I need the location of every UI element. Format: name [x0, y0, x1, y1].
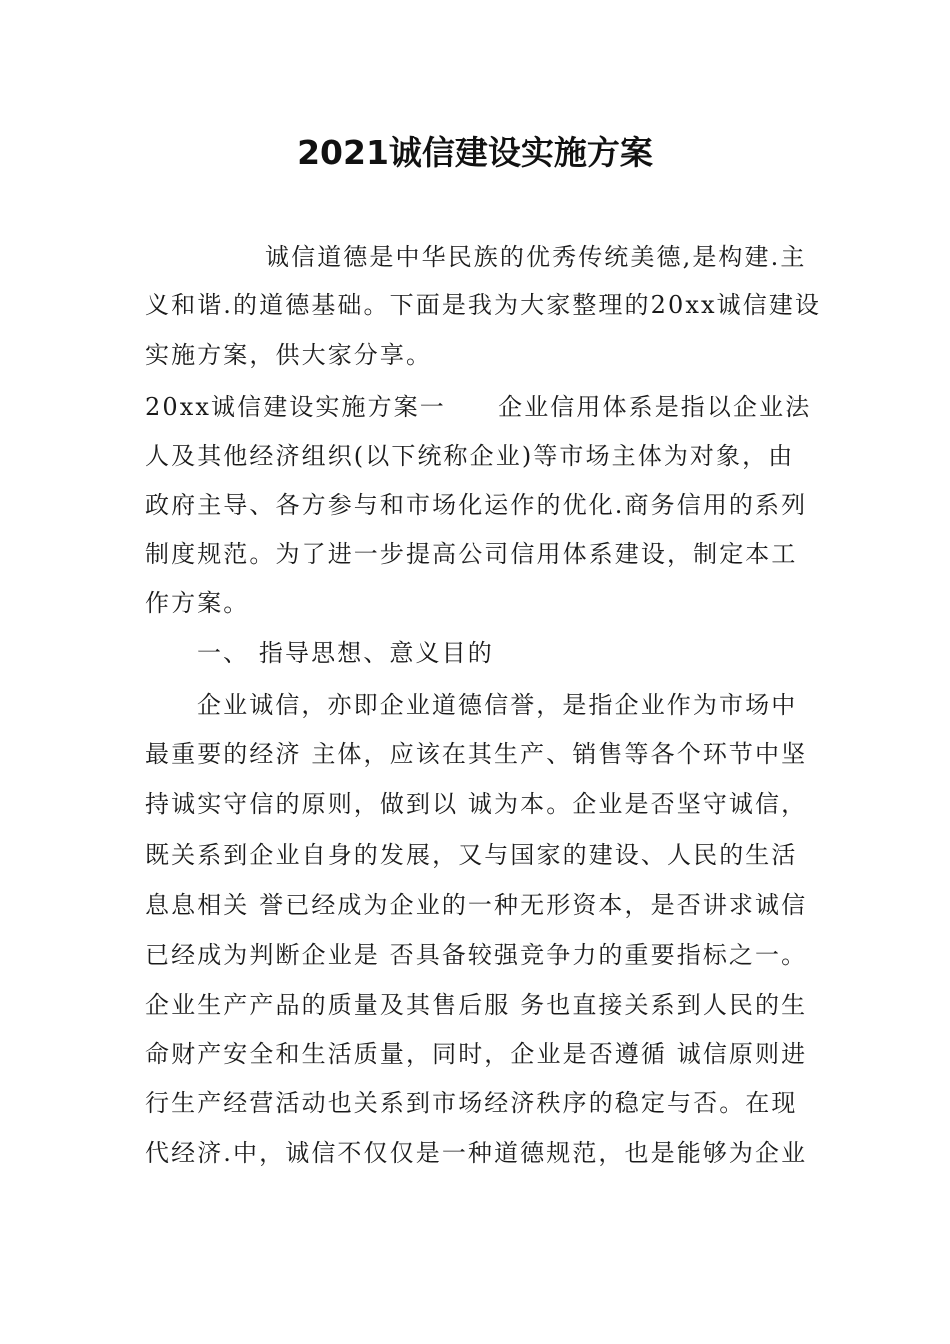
- paragraph-line: 息息相关 誉已经成为企业的一种无形资本，是否讲求诚信: [145, 891, 808, 919]
- paragraph-line: 行生产经营活动也关系到市场经济秩序的稳定与否。在现: [145, 1089, 798, 1117]
- paragraph-line: 制度规范。为了进一步提高公司信用体系建设，制定本工: [145, 540, 798, 568]
- document-title: 2021诚信建设实施方案: [297, 133, 653, 172]
- paragraph-line: 诚信道德是中华民族的优秀传统美德,是构建.主: [265, 243, 807, 271]
- paragraph-line: 企业生产产品的质量及其售后服 务也直接关系到人民的生: [145, 991, 808, 1019]
- paragraph-line: 实施方案，供大家分享。: [145, 341, 433, 369]
- paragraph-line: 义和谐.的道德基础。下面是我为大家整理的20xx诚信建设: [145, 291, 822, 319]
- paragraph-line: 企业诚信，亦即企业道德信誉，是指企业作为市场中: [197, 691, 798, 719]
- paragraph-line: 既关系到企业自身的发展，又与国家的建设、人民的生活: [145, 841, 798, 869]
- paragraph-line: 人及其他经济组织(以下统称企业)等市场主体为对象，由: [145, 442, 795, 470]
- paragraph-line: 代经济.中，诚信不仅仅是一种道德规范，也是能够为企业: [145, 1139, 808, 1167]
- paragraph-line: 最重要的经济 主体，应该在其生产、销售等各个环节中坚: [145, 740, 808, 768]
- paragraph-line: 政府主导、各方参与和市场化运作的优化.商务信用的系列: [145, 491, 808, 519]
- paragraph-line: 持诚实守信的原则，做到以 诚为本。企业是否坚守诚信，: [145, 790, 808, 818]
- section-heading: 一、 指导思想、意义目的: [197, 639, 494, 667]
- paragraph-line: 命财产安全和生活质量，同时，企业是否遵循 诚信原则进: [145, 1040, 808, 1068]
- paragraph-line: 已经成为判断企业是 否具备较强竞争力的重要指标之一。: [145, 941, 808, 969]
- paragraph-line: 20xx诚信建设实施方案一 企业信用体系是指以企业法: [145, 393, 812, 421]
- paragraph-line: 作方案。: [145, 589, 250, 617]
